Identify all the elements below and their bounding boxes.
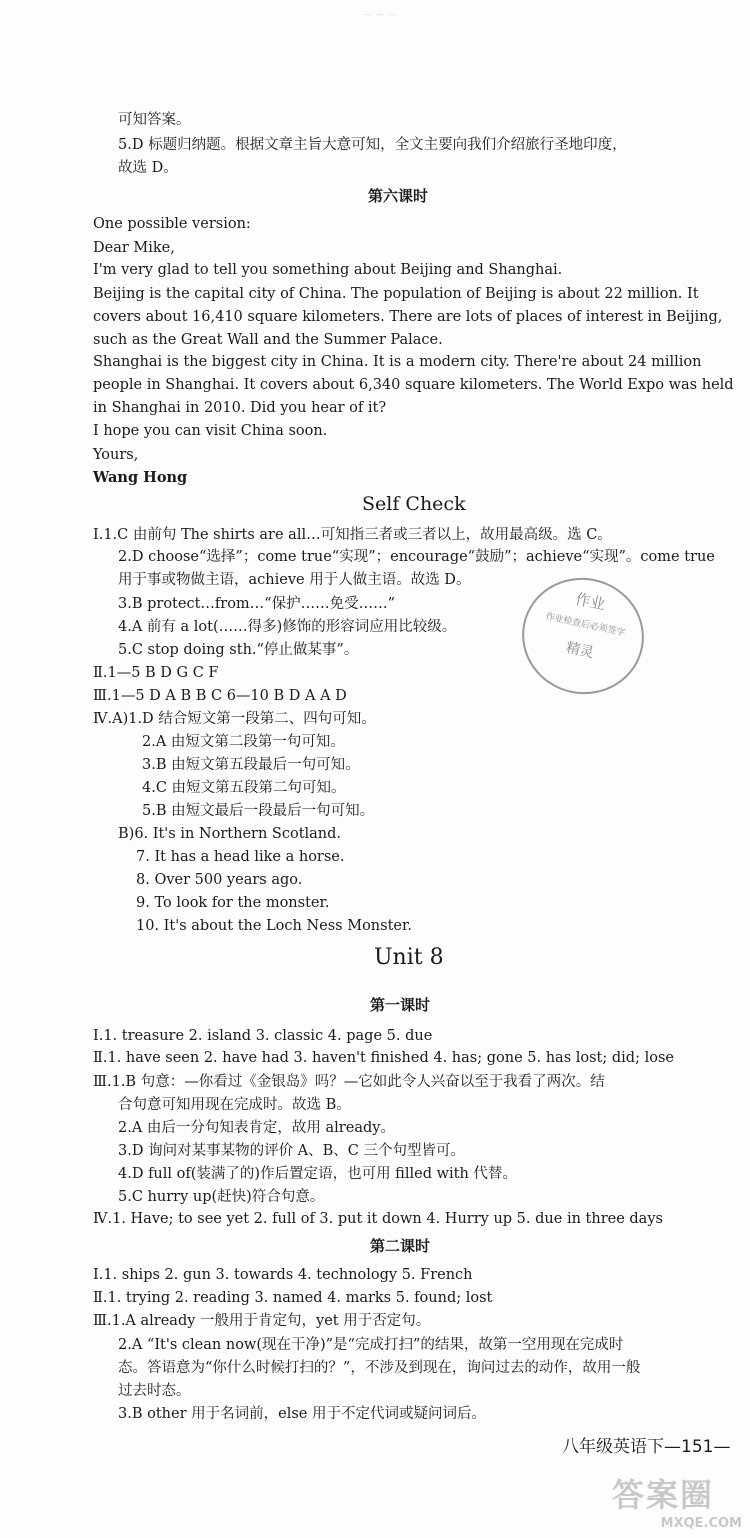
- text-line: 2.A “It's clean now(现在干净)”是“完成打扫”的结果，故第一空用现在完成时: [118, 1337, 624, 1353]
- text-line: covers about 16,410 square kilometers. There are lots of places of interest in Beijing,: [93, 309, 723, 325]
- text-line: 态。答语意为“你什么时候打扫的？”，不涉及到现在，询问过去的动作，故用一般: [118, 1360, 641, 1376]
- text-line: 5.D 标题归纳题。根据文章主旨大意可知，全文主要向我们介绍旅行圣地印度，: [118, 137, 627, 153]
- text-line: 5.C hurry up(赶快)符合句意。: [118, 1189, 325, 1205]
- text-line: 2.A 由后一分句知表肯定，故用 already。: [118, 1120, 395, 1136]
- text-line: people in Shanghai. It covers about 6,340 square kilometers. The World Expo was held: [93, 377, 734, 393]
- text-line: 3.B 由短文第五段最后一句可知。: [142, 757, 360, 773]
- text-line: 3.D 询问对某事某物的评价 A、B、C 三个句型皆可。: [118, 1143, 466, 1159]
- text-line: 4.D full of(装满了的)作后置定语，也可用 filled with 代替。: [118, 1166, 517, 1182]
- text-line: Unit 8: [374, 945, 444, 970]
- text-line: Ⅲ.1.B 句意：—你看过《金银岛》吗？—它如此令人兴奋以至于我看了两次。结: [93, 1074, 605, 1090]
- text-line: 2.D choose“选择”；come true“实现”；encourage“鼓励”；achieve“实现”。come true: [118, 549, 715, 565]
- text-line: 第二课时: [370, 1237, 431, 1255]
- text-line: I'm very glad to tell you something about Beijing and Shanghai.: [93, 262, 563, 278]
- text-line: 用于事或物做主语，achieve 用于人做主语。故选 D。: [118, 572, 471, 588]
- text-line: Dear Mike,: [93, 240, 175, 256]
- text-line: 3.B protect…from…“保护……免受……”: [118, 596, 396, 612]
- text-line: such as the Great Wall and the Summer Palace.: [93, 332, 443, 348]
- text-line: B)6. It's in Northern Scotland.: [118, 826, 342, 842]
- text-line: 4.C 由短文第五段第二句可知。: [142, 780, 346, 796]
- text-line: Ⅱ.1. trying 2. reading 3. named 4. marks 5. found; lost: [93, 1290, 493, 1306]
- stamp-bottom-text: 精灵: [564, 639, 596, 662]
- text-line: 5.B 由短文最后一段最后一句可知。: [142, 803, 375, 819]
- text-line: Ⅲ.1—5 D A B B C 6—10 B D A A D: [93, 688, 347, 704]
- text-line: Ⅳ.A)1.D 结合短文第一段第二、四句可知。: [93, 711, 376, 727]
- text-line: Yours,: [93, 447, 139, 463]
- text-line: Ⅰ.1. ships 2. gun 3. towards 4. technology 5. French: [93, 1267, 473, 1283]
- watermark-main: 答案圈: [612, 1476, 715, 1514]
- text-line: 第一课时: [370, 996, 431, 1014]
- text-line: Ⅳ.1. Have; to see yet 2. full of 3. put it down 4. Hurry up 5. due in three days: [93, 1211, 663, 1227]
- text-line: Ⅱ.1—5 B D G C F: [93, 665, 219, 681]
- text-line: Beijing is the capital city of China. The population of Beijing is about 22 million. It: [93, 286, 699, 302]
- text-line: Ⅰ.1.C 由前句 The shirts are all…可知指三者或三者以上，故用最高级。选 C。: [93, 527, 612, 543]
- text-line: Wang Hong: [93, 469, 188, 486]
- text-line: 第六课时: [368, 187, 429, 205]
- text-line: 8. Over 500 years ago.: [136, 872, 303, 888]
- text-line: 9. To look for the monster.: [136, 895, 330, 911]
- text-line: 八年级英语下—151—: [562, 1437, 731, 1457]
- faded-header-mark: ~ ~ ~: [362, 8, 398, 21]
- text-line: 故选 D。: [118, 160, 178, 176]
- watermark-sub: MXQE.COM: [660, 1516, 742, 1531]
- text-line: 5.C stop doing sth.“停止做某事”。: [118, 642, 359, 658]
- text-line: in Shanghai in 2010. Did you hear of it?: [93, 400, 387, 416]
- text-line: 可知答案。: [118, 112, 191, 128]
- text-line: 3.B other 用于名词前，else 用于不定代词或疑问词后。: [118, 1406, 486, 1422]
- text-line: Ⅰ.1. treasure 2. island 3. classic 4. page 5. due: [93, 1028, 433, 1044]
- text-line: Ⅱ.1. have seen 2. have had 3. haven't finished 4. has; gone 5. has lost; did; lose: [93, 1050, 674, 1066]
- stamp-seal: [511, 567, 654, 706]
- text-line: Self Check: [362, 493, 466, 515]
- text-line: 7. It has a head like a horse.: [136, 849, 345, 865]
- text-line: 4.A 前有 a lot(……得多)修饰的形容词应用比较级。: [118, 619, 457, 635]
- watermark-logo: [612, 1470, 742, 1530]
- text-line: 10. It's about the Loch Ness Monster.: [136, 918, 412, 934]
- text-line: 过去时态。: [118, 1383, 191, 1399]
- text-line: 合句意可知用现在完成时。故选 B。: [118, 1097, 351, 1113]
- stamp-top-text: 作业: [573, 589, 607, 614]
- text-line: 2.A 由短文第二段第一句可知。: [142, 734, 345, 750]
- text-line: I hope you can visit China soon.: [93, 423, 328, 439]
- text-line: One possible version:: [93, 216, 251, 232]
- text-line: Shanghai is the biggest city in China. It is a modern city. There're about 24 million: [93, 354, 702, 370]
- stamp-middle-text: 作业检查后必须签字: [544, 611, 626, 639]
- text-line: Ⅲ.1.A already 一般用于肯定句，yet 用于否定句。: [93, 1313, 431, 1329]
